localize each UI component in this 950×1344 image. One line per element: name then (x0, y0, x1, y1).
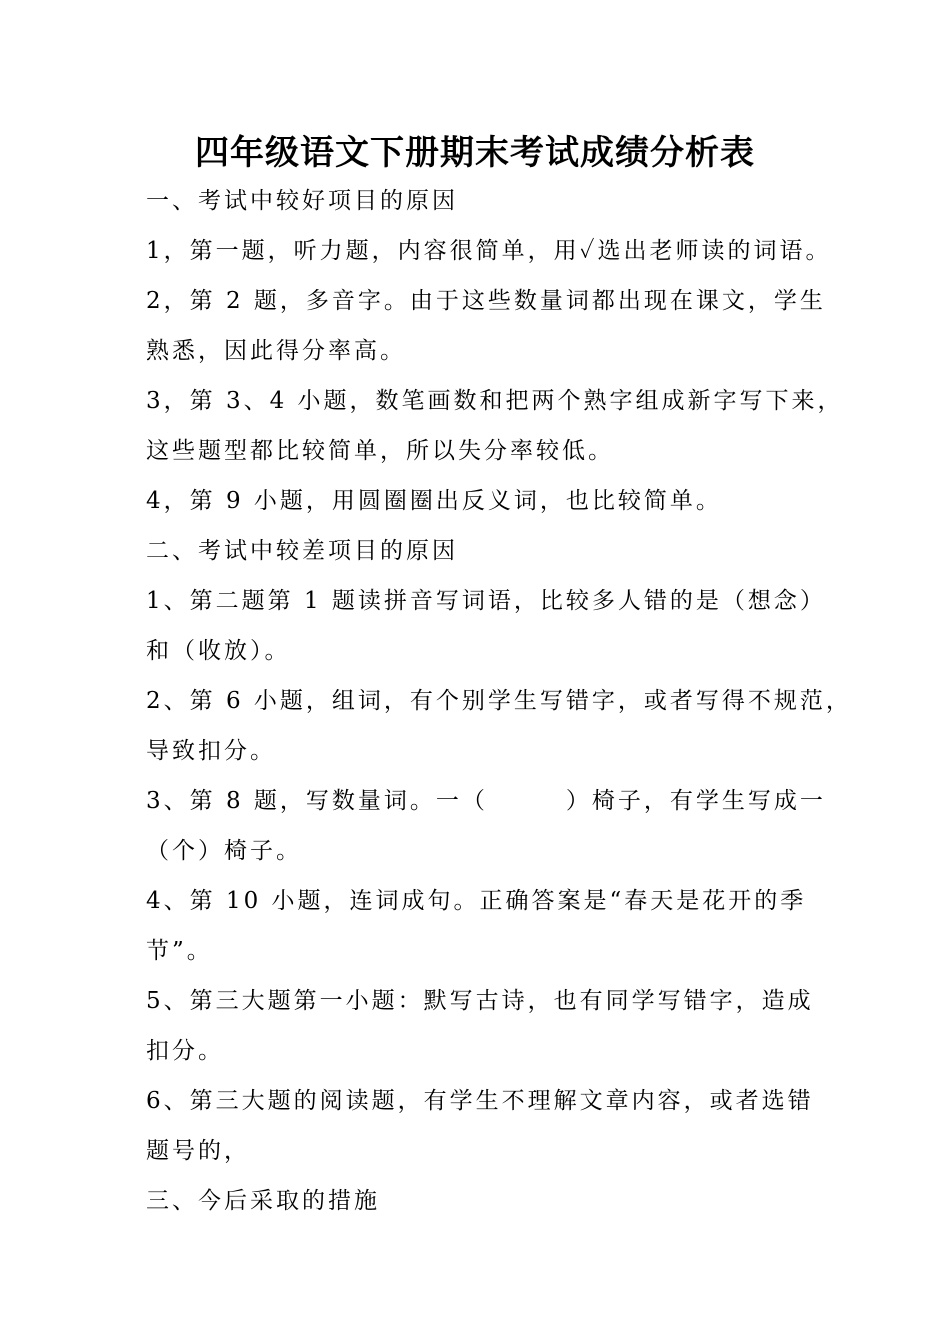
text-line: 2，第 2 题，多音字。由于这些数量词都出现在课文，学生 (146, 288, 826, 314)
text-line: 6、第三大题的阅读题，有学生不理解文章内容，或者选错 (146, 1088, 814, 1114)
text-line: 熟悉，因此得分率高。 (146, 338, 406, 364)
text-line: 和（收放）。 (146, 638, 291, 664)
text-line: 导致扣分。 (146, 738, 276, 764)
text-line: 一、考试中较好项目的原因 (146, 188, 458, 214)
text-line: 3，第 3、4 小题，数笔画数和把两个熟字组成新字写下来， (146, 388, 844, 414)
text-line: 2、第 6 小题，组词，有个别学生写错字，或者写得不规范， (146, 688, 852, 714)
text-line: 3、第 8 题，写数量词。一（ ）椅子，有学生写成一 (146, 788, 826, 814)
text-line: 1、第二题第 1 题读拼音写词语，比较多人错的是（想念） (146, 588, 826, 614)
text-line: 1，第一题，听力题，内容很简单，用✓选出老师读的词语。 (146, 238, 832, 264)
text-line: 这些题型都比较简单，所以失分率较低。 (146, 438, 614, 464)
text-line: 4、第 10 小题，连词成句。正确答案是“春天是花开的季 (146, 888, 807, 914)
text-line: 5、第三大题第一小题：默写古诗，也有同学写错字，造成 (146, 988, 814, 1014)
text-line: 扣分。 (146, 1038, 224, 1064)
text-line: 二、考试中较差项目的原因 (146, 538, 458, 564)
text-line: （个）椅子。 (146, 838, 302, 864)
document-title: 四年级语文下册期末考试成绩分析表 (195, 133, 755, 173)
document-body (146, 176, 852, 1226)
text-line: 题号的， (146, 1138, 250, 1164)
text-line: 节”。 (146, 938, 213, 964)
text-line: 三、今后采取的措施 (146, 1188, 380, 1214)
text-line: 4，第 9 小题，用圆圈圈出反义词，也比较简单。 (146, 488, 722, 514)
